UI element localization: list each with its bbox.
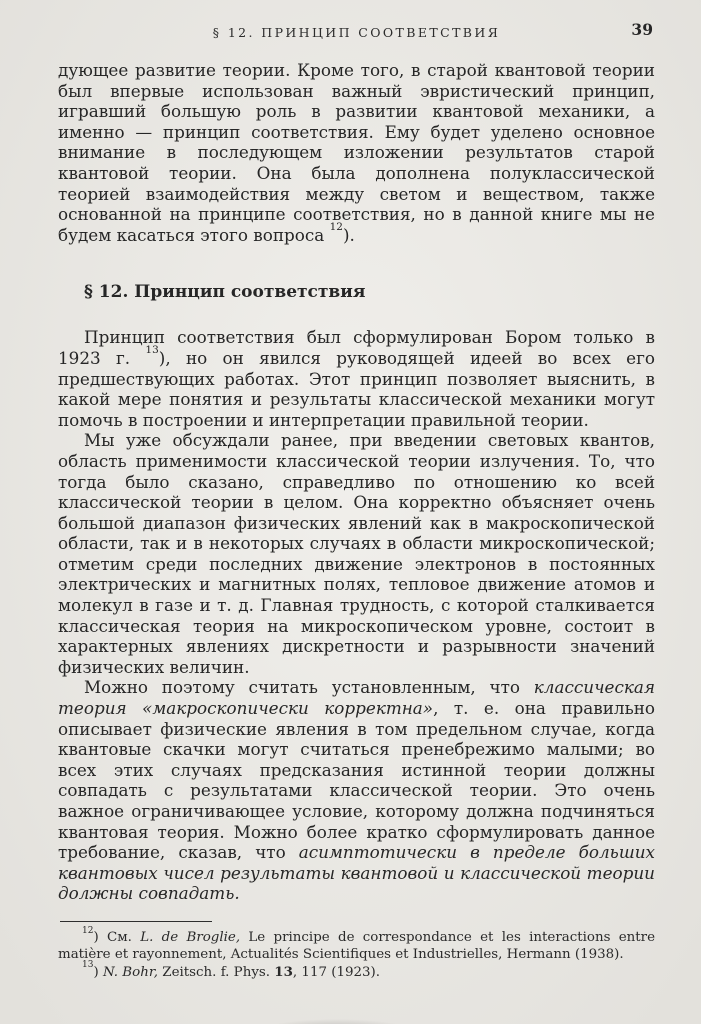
- footnote-ref-13: 13: [145, 344, 159, 357]
- paragraph-correspondence-principle: [58, 327, 655, 430]
- bold-segment: 13: [274, 963, 293, 980]
- text-segment: , т. е. она правильно описывает физические явления в том предельном случае, когда квантовые скачки могут считаться пренебрежимо малыми; во всех этих случаях предсказания истинной теории должны совпадать с результатами классической теории. Это очень важное ограничивающее условие, которому должна подчиняться квантовая теория. Можно более кратко сформулировать данное требование, сказав, что: [58, 698, 655, 863]
- text-segment: Le principe de correspondance et les interactions entre matière et rayonnement, Actualités Scientifiques et Industrielles, Hermann (1938).: [58, 929, 656, 962]
- footnote-ref-12: 12: [329, 221, 343, 234]
- italic-segment: классическая теория «макроскопически корректна»: [58, 677, 655, 719]
- text-block: [58, 60, 655, 904]
- page-number: 39: [631, 20, 653, 39]
- footnote-12: [58, 925, 656, 964]
- text-segment: дующее развитие теории. Кроме того, в старой квантовой теории был впервые использован важный эвристический принцип, игравший большую роль в развитии квантовой механики, а именно — принцип соответствия. Ему будет уделено основное внимание в последующем изложении результатов старой квантовой теории. Она была дополнена полуклассической теорией взаимодействия между светом и веществом, также основанной на принципе соответствия, но в данной книге мы не будем касаться этого вопроса: [58, 60, 655, 245]
- italic-segment: N. Bohr,: [102, 964, 159, 980]
- italic-segment: асимптотически в пределе больших квантовых чисел результаты квантовой и классической теории должны совпадать.: [58, 842, 655, 904]
- text-segment: ) См.: [93, 929, 141, 945]
- text-segment: ).: [342, 224, 355, 245]
- running-title: § 12. ПРИНЦИП СООТВЕТСТВИЯ: [212, 25, 501, 40]
- section-heading: § 12. Принцип соответствия: [84, 282, 366, 303]
- text-segment: , 117 (1923).: [292, 964, 381, 980]
- text-segment: Можно поэтому считать установленным, что: [84, 677, 534, 698]
- text-segment: Принцип соответствия был сформулирован Бором только в 1923 г.: [58, 327, 655, 368]
- footnote-marker-13: 13: [82, 960, 94, 971]
- footnote-13: [58, 960, 655, 982]
- paragraph-classical-theory: Мы уже обсуждали ранее, при введении световых квантов, область применимости классической теории излучения. То, что тогда было сказано, справедливо по отношению ко всей классической теории в целом. Она корректно объясняет очень большой диапазон физических явлений как в макроскопической области, так и в некоторых случаях в области микроскопической; отметим среди последних движение электронов в постоянных электрических и магнитных полях, тепловое движение атомов и молекул в газе и т. д. Главная трудность, с которой сталкивается классическая теория на микроскопическом уровне, состоит в характерных явлениях дискретности и разрывности значений физических величин.: [58, 430, 655, 677]
- footnote-divider-rule: [60, 921, 212, 922]
- text-segment: ), но он явился руководящей идеей во всех его предшествующих работах. Этот принцип позволяет выяснить, в какой мере понятия и результаты классической механики могут помочь в построении и интерпретации правильной теории.: [58, 347, 655, 430]
- paragraph-macroscopic-correctness: [58, 677, 655, 904]
- italic-segment: L. de Broglie,: [140, 929, 241, 945]
- text-segment: Zeitsch. f. Phys.: [158, 964, 275, 980]
- running-header: [58, 22, 655, 42]
- text-segment: ): [93, 964, 103, 980]
- paragraph-continuation: [58, 60, 655, 245]
- footnotes-section: [58, 921, 655, 981]
- footnote-marker-12: 12: [82, 925, 94, 936]
